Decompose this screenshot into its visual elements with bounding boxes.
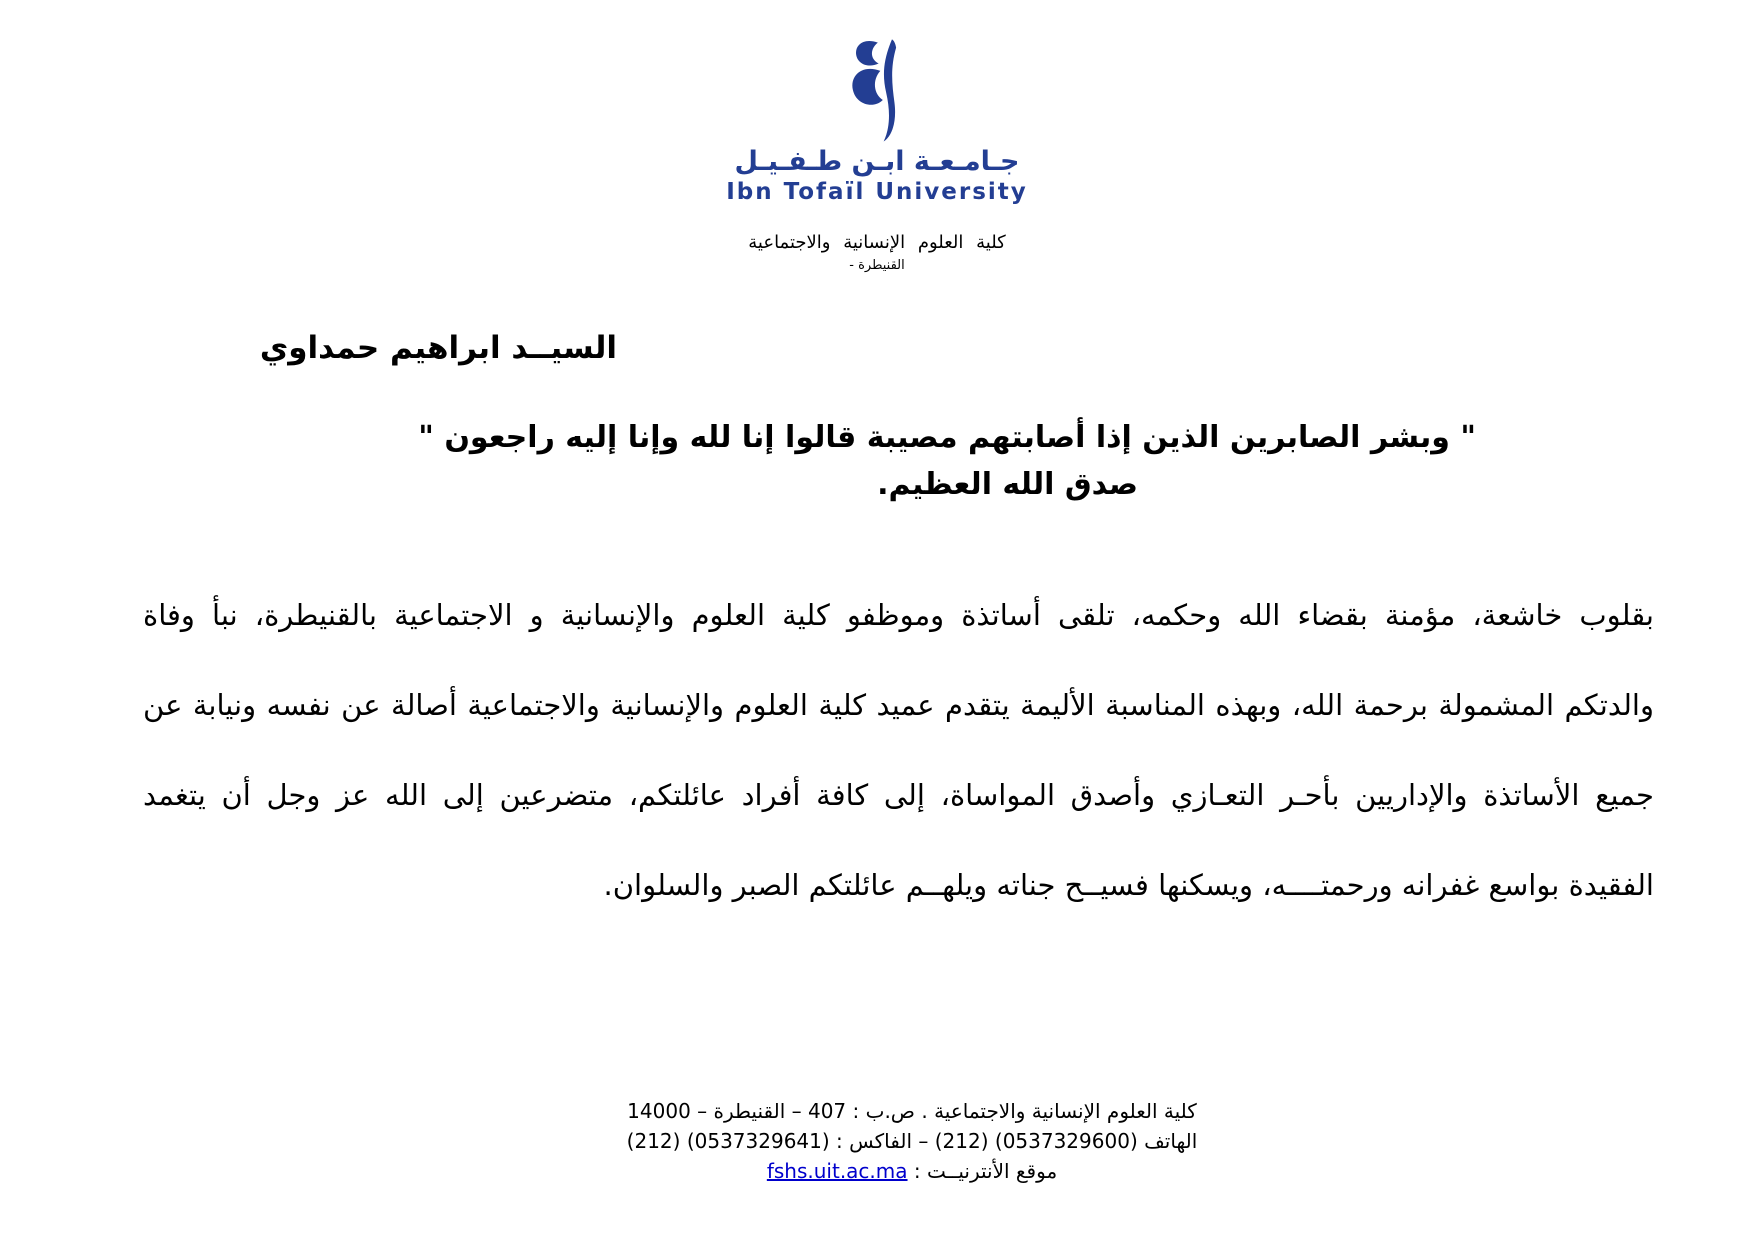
letter-footer [35,1096,1754,1186]
addressee-line: السيــد ابراهيم حمداوي [259,330,617,366]
university-name-arabic: جـامـعـة ابـن طـفـيـل [734,146,1020,177]
letterhead [0,0,1754,274]
footer-address-line: كلية العلوم الإنسانية والاجتماعية . ص.ب : 407 – القنيطرة – 14000 [627,1099,1197,1123]
body-line: والدتكم المشمولة برحمة الله، وبهذه المناسبة الأليمة يتقدم عميد كلية العلوم والإنسانية والاجتماعية أصالة عن نفسه ونيابة عن [143,688,1654,722]
quran-verse [0,414,1754,508]
faculty-name: كلية العلوم الإنسانية والاجتماعية [748,232,1006,253]
body-line: الفقيدة بواسع غفرانه ورحمتــــه، ويسكنها فسيــح جناته ويلهــم عائلتكم الصبر والسلوان. [603,868,1654,902]
faculty-city: القنيطرة - [849,258,905,273]
website-link[interactable]: fshs.uit.ac.ma [766,1159,908,1183]
verse-line-2: صدق الله العظيم. [877,467,1138,502]
letter-content [0,328,1754,930]
footer-phone-line: الهاتف (0537329600) (212) – الفاكس : (0537329641) (212) [626,1129,1198,1153]
website-label: موقع الأنترنيــت : [913,1159,1058,1183]
body-line: جميع الأساتذة والإداريين بأحـر التعـازي وأصدق المواساة، إلى كافة أفراد عائلتكم، متضرعين إلى الله عز وجل أن يتغمد [143,778,1654,812]
university-name-english: Ibn Tofaïl University [726,179,1028,205]
verse-line-1: " وبشر الصابرين الذين إذا أصابتهم مصيبة قالوا إنا لله وإنا إليه راجعون " [418,420,1476,455]
footer-website-line [35,1156,1754,1186]
university-logo [834,36,920,144]
condolence-paragraph [0,570,1754,930]
body-line: بقلوب خاشعة، مؤمنة بقضاء الله وحكمه، تلقى أساتذة وموظفو كلية العلوم والإنسانية و الاجتماعية بالقنيطرة، نبأ وفاة [143,598,1654,632]
